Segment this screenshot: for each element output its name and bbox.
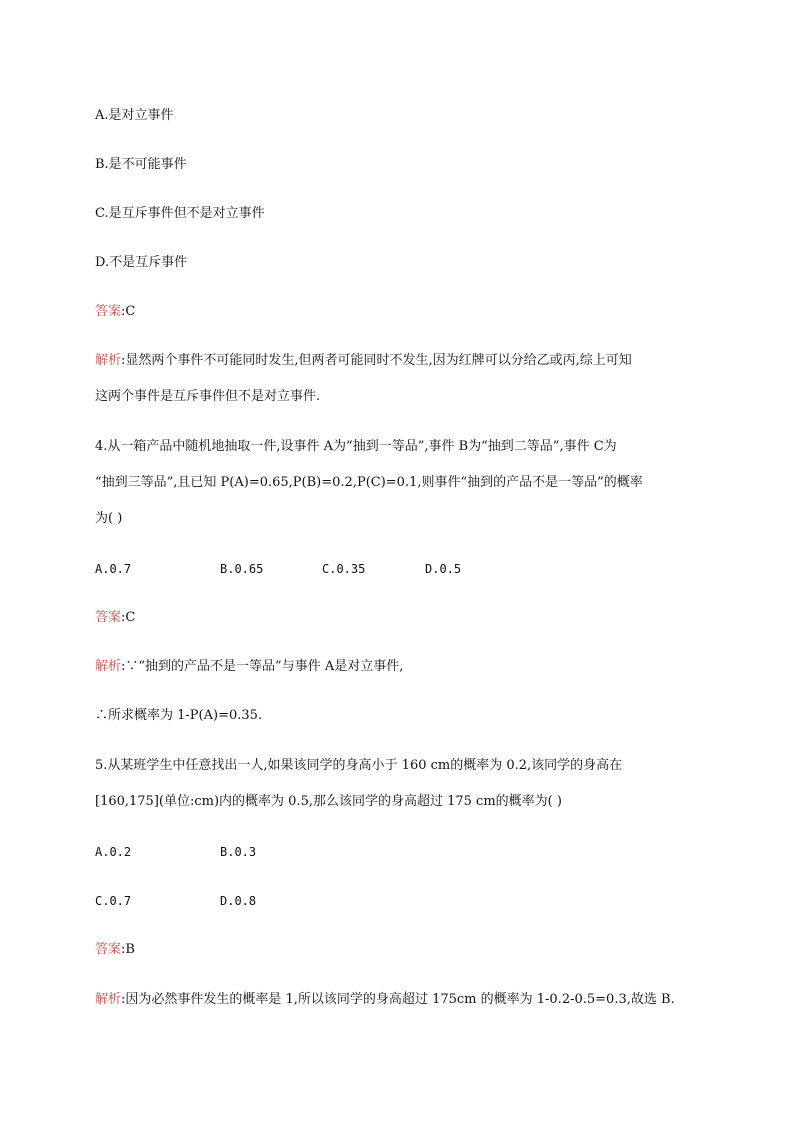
q4-option-d: D.0.5	[425, 562, 462, 576]
q4-stem-line-2: “抽到三等品”,且已知 P(A)=0.65,P(B)=0.2,P(C)=0.1,则事件“抽到的产品不是一等品”的概率	[95, 475, 643, 490]
q5-analysis-line-1	[95, 991, 675, 1009]
q3-option-c: C.是互斥事件但不是对立事件	[95, 206, 265, 221]
analysis-label: 解析	[95, 659, 122, 674]
analysis-text: :∵“抽到的产品不是一等品”与事件 A是对立事件,	[121, 659, 404, 674]
q5-option-c: C.0.7	[95, 894, 132, 908]
q5-option-d: D.0.8	[220, 894, 257, 908]
q3-option-d: D.不是互斥事件	[95, 255, 188, 270]
q3-analysis-line-2: 这两个事件是互斥事件但不是对立事件.	[95, 389, 321, 404]
q4-stem-line-1: 4.从一箱产品中随机地抽取一件,设事件 A为“抽到一等品”,事件 B为“抽到二等品”,事件 C为	[95, 439, 617, 454]
q5-answer	[95, 941, 135, 959]
q4-analysis-line-1	[95, 658, 403, 676]
analysis-label: 解析	[95, 992, 122, 1007]
q3-analysis-line-1	[95, 352, 632, 370]
answer-value: :C	[121, 610, 136, 625]
q3-answer	[95, 303, 135, 321]
q5-stem-line-1: 5.从某班学生中任意找出一人,如果该同学的身高小于 160 cm的概率为 0.2,该同学的身高在	[95, 758, 623, 773]
q4-option-a: A.0.7	[95, 562, 132, 576]
q4-answer	[95, 609, 135, 627]
answer-value: :B	[121, 942, 135, 957]
q4-stem-line-3: 为( )	[95, 511, 123, 526]
analysis-label: 解析	[95, 353, 122, 368]
answer-value: :C	[121, 304, 136, 319]
q4-analysis-line-2: ∴所求概率为 1-P(A)=0.35.	[95, 708, 263, 723]
q5-option-b: B.0.3	[220, 845, 257, 859]
answer-label: 答案	[95, 610, 122, 625]
q5-option-a: A.0.2	[95, 845, 132, 859]
analysis-text: :因为必然事件发生的概率是 1,所以该同学的身高超过 175cm 的概率为 1-0.2-0.5=0.3,故选 B.	[121, 992, 675, 1007]
q3-option-b: B.是不可能事件	[95, 157, 187, 172]
q4-option-b: B.0.65	[220, 562, 264, 576]
answer-label: 答案	[95, 942, 122, 957]
q3-option-a: A.是对立事件	[95, 108, 174, 123]
answer-label: 答案	[95, 304, 122, 319]
q4-option-c: C.0.35	[322, 562, 366, 576]
analysis-text: :显然两个事件不可能同时发生,但两者可能同时不发生,因为红牌可以分给乙或丙,综上可知	[121, 353, 632, 368]
q5-stem-line-2: [160,175](单位:cm)内的概率为 0.5,那么该同学的身高超过 175 cm的概率为( )	[95, 794, 562, 809]
